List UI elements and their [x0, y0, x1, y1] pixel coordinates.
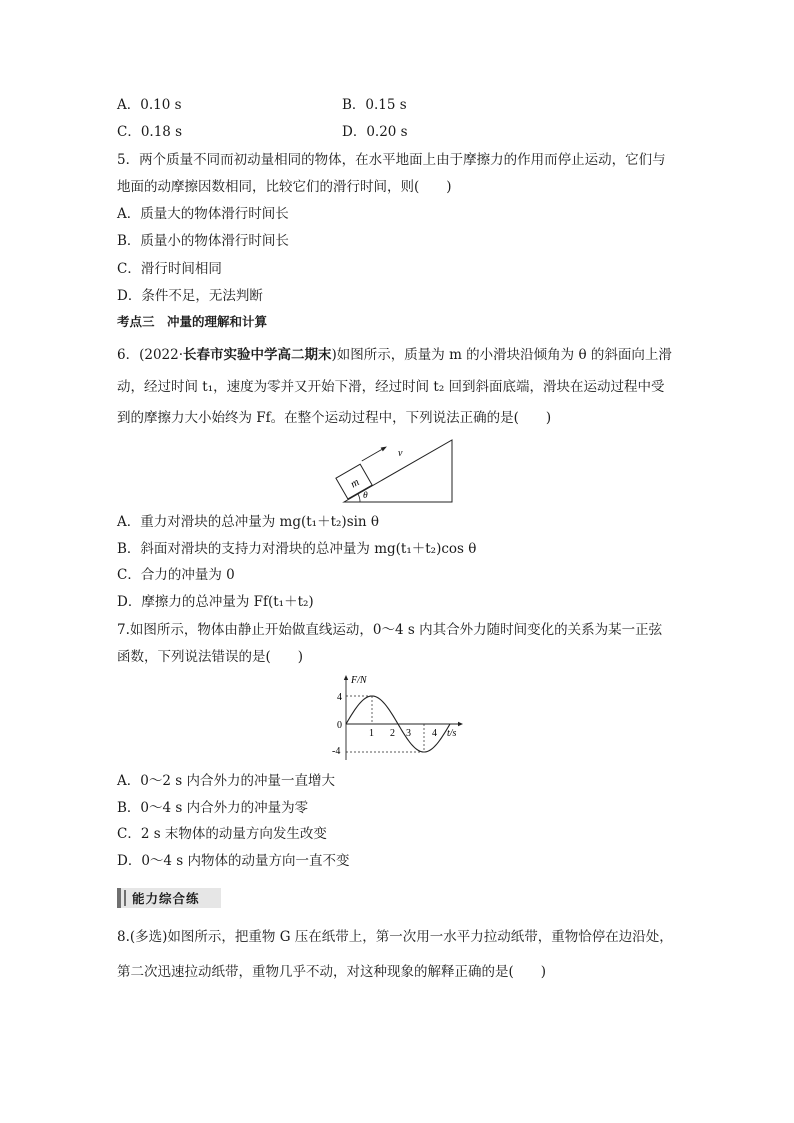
- q5-option-d: D．条件不足，无法判断: [117, 288, 263, 304]
- q5-option-c: C．滑行时间相同: [117, 261, 222, 277]
- t-axis-label: t/s: [447, 728, 457, 739]
- q5-option-b: B．质量小的物体滑行时间长: [117, 233, 289, 249]
- banner-title: 能力综合练: [132, 891, 200, 906]
- q7-option-d: D．0～4 s 内物体的动量方向一直不变: [117, 853, 350, 869]
- x-tick-2: 2: [390, 728, 395, 739]
- x-tick-3: 3: [406, 728, 411, 739]
- q6-option-d: D．摩擦力的总冲量为 Ff(t₁＋t₂): [117, 594, 314, 610]
- q4-option-c: C．0.18 s: [117, 124, 183, 140]
- x-tick-1: 1: [369, 728, 374, 739]
- q4-option-a: A．0.10 s: [117, 97, 182, 113]
- f-axis-label: F/N: [351, 675, 367, 686]
- q6-option-c: C．合力的冲量为 0: [117, 567, 235, 583]
- q6-stem-line2: 动，经过时间 t₁，速度为零并又开始下滑，经过时间 t₂ 回到斜面底端，滑块在运动过程中受: [117, 379, 665, 395]
- q6-source: 长春市实验中学高二期末: [183, 347, 332, 363]
- q7-stem-line1: 7.如图所示，物体由静止开始做直线运动，0～4 s 内其合外力随时间变化的关系为某一正弦: [117, 622, 663, 638]
- t-axis-arrowhead: [458, 722, 463, 726]
- angle-label: θ: [363, 491, 368, 501]
- q5-stem-line1: 5．两个质量不同而初动量相同的物体，在水平地面上由于摩擦力的作用而停止运动，它们与: [117, 152, 666, 168]
- f-axis-arrowhead: [344, 675, 348, 680]
- q8-stem-line1: 8.(多选)如图所示，把重物 G 压在纸带上，第一次用一水平力拉动纸带，重物恰停在边沿处，: [117, 929, 673, 945]
- q7-option-a: A．0～2 s 内合外力的冲量一直增大: [117, 773, 335, 789]
- mass-label: m: [348, 476, 362, 491]
- force-time-graph: [334, 672, 464, 762]
- q7-stem-line2: 函数，下列说法错误的是( ): [117, 649, 304, 665]
- origin-label: 0: [337, 720, 342, 731]
- velocity-arrow: [362, 450, 382, 461]
- q6-prefix: 6．(2022·: [117, 347, 184, 363]
- q5-stem-line2: 地面的动摩擦因数相同，比较它们的滑行时间，则( ): [117, 179, 452, 195]
- section-banner: [117, 888, 221, 908]
- q6-stem-line1: [117, 346, 672, 364]
- q6-stem-line1-rest: )如图所示，质量为 m 的小滑块沿倾角为 θ 的斜面向上滑: [331, 347, 672, 363]
- q6-option-a: A．重力对滑块的总冲量为 mg(t₁＋t₂)sin θ: [117, 514, 380, 530]
- q8-stem-line2: 第二次迅速拉动纸带，重物几乎不动，对这种现象的解释正确的是( ): [117, 964, 547, 980]
- q4-option-d: D．0.20 s: [342, 124, 408, 140]
- q7-option-b: B．0～4 s 内合外力的冲量为零: [117, 800, 309, 816]
- velocity-label: v: [398, 448, 403, 459]
- q6-option-b: B．斜面对滑块的支持力对滑块的总冲量为 mg(t₁＋t₂)cos θ: [117, 541, 477, 557]
- q7-option-c: C．2 s 末物体的动量方向发生改变: [117, 826, 327, 842]
- banner-accent-bar: [124, 890, 126, 906]
- q6-stem-line3: 到的摩擦力大小始终为 Ff。在整个运动过程中，下列说法正确的是( ): [117, 410, 552, 426]
- incline-figure: [330, 436, 460, 506]
- section-heading-3: 考点三 冲量的理解和计算: [117, 314, 268, 329]
- x-tick-4: 4: [432, 728, 437, 739]
- q4-option-b: B．0.15 s: [342, 97, 407, 113]
- angle-arc: [358, 494, 360, 502]
- velocity-arrowhead: [381, 445, 388, 452]
- y-tick-neg4: -4: [332, 746, 341, 757]
- q5-option-a: A．质量大的物体滑行时间长: [117, 206, 289, 222]
- y-tick-4: 4: [337, 692, 342, 703]
